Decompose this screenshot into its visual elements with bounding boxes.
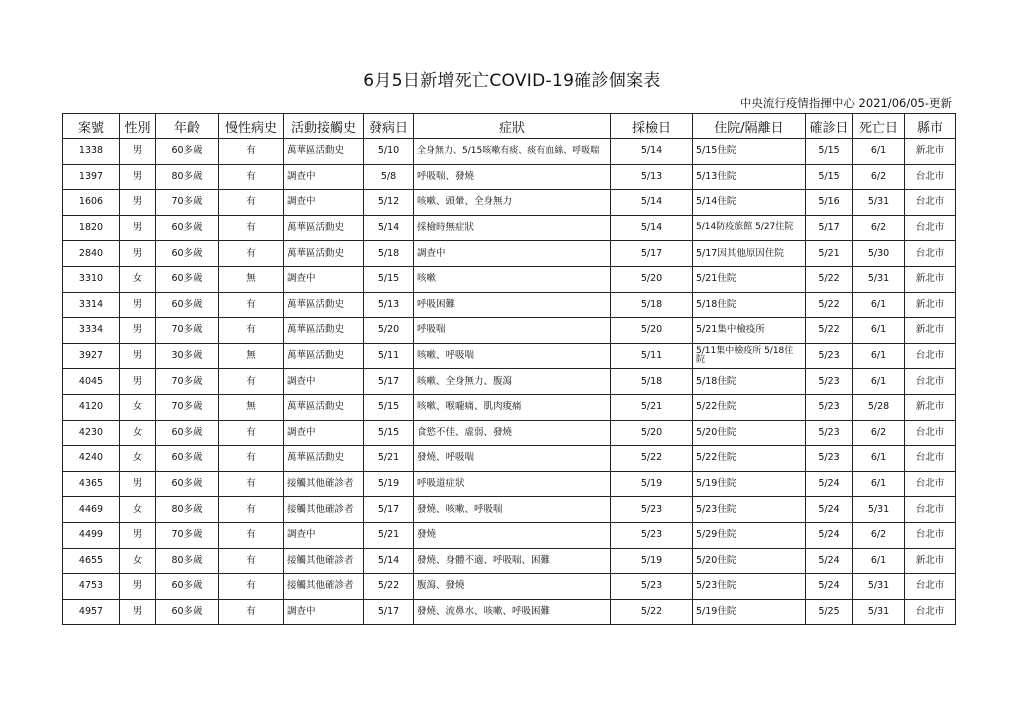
cell-test-date: 5/19 <box>611 471 693 497</box>
column-header-sex: 性別 <box>120 114 156 139</box>
cell-activity-contact: 萬華區活動史 <box>284 215 364 241</box>
cell-city: 新北市 <box>905 548 956 574</box>
cell-age: 60多歲 <box>156 215 219 241</box>
cell-activity-contact: 萬華區活動史 <box>284 343 364 369</box>
header-row <box>63 114 956 139</box>
cell-case-no: 4230 <box>63 420 120 446</box>
table-row <box>63 343 956 369</box>
cell-age: 70多歲 <box>156 369 219 395</box>
cell-case-no: 4469 <box>63 497 120 523</box>
cell-admission-date: 5/22住院 <box>693 446 806 472</box>
cell-onset-date: 5/12 <box>364 190 414 216</box>
column-header-confirm-date: 確診日 <box>806 114 853 139</box>
cell-test-date: 5/19 <box>611 548 693 574</box>
cell-chronic-history: 無 <box>219 343 284 369</box>
cell-case-no: 3314 <box>63 292 120 318</box>
table-row <box>63 471 956 497</box>
cell-test-date: 5/20 <box>611 420 693 446</box>
cell-admission-date: 5/13住院 <box>693 164 806 190</box>
cell-age: 60多歲 <box>156 420 219 446</box>
cell-activity-contact: 萬華區活動史 <box>284 292 364 318</box>
table-row <box>63 139 956 165</box>
cell-confirm-date: 5/22 <box>806 318 853 344</box>
cell-admission-date: 5/19住院 <box>693 599 806 625</box>
cell-city: 台北市 <box>905 215 956 241</box>
cell-symptoms: 呼吸困難 <box>414 292 611 318</box>
cell-admission-date: 5/14住院 <box>693 190 806 216</box>
update-note: 中央流行疫情指揮中心 2021/06/05-更新 <box>739 96 952 110</box>
cell-onset-date: 5/13 <box>364 292 414 318</box>
table-row <box>63 190 956 216</box>
cell-symptoms: 發燒 <box>414 522 611 548</box>
cell-activity-contact: 萬華區活動史 <box>284 241 364 267</box>
cell-confirm-date: 5/22 <box>806 266 853 292</box>
cell-confirm-date: 5/21 <box>806 241 853 267</box>
cell-onset-date: 5/17 <box>364 599 414 625</box>
cell-test-date: 5/23 <box>611 497 693 523</box>
cell-case-no: 1606 <box>63 190 120 216</box>
cell-case-no: 4045 <box>63 369 120 395</box>
cell-chronic-history: 有 <box>219 139 284 165</box>
cell-activity-contact: 調查中 <box>284 599 364 625</box>
cell-onset-date: 5/14 <box>364 215 414 241</box>
cell-test-date: 5/13 <box>611 164 693 190</box>
cell-confirm-date: 5/24 <box>806 522 853 548</box>
cell-sex: 男 <box>120 471 156 497</box>
cell-death-date: 5/30 <box>853 241 905 267</box>
cell-case-no: 4365 <box>63 471 120 497</box>
cell-symptoms: 呼吸喘、發燒 <box>414 164 611 190</box>
cell-confirm-date: 5/15 <box>806 139 853 165</box>
table-row <box>63 446 956 472</box>
cell-symptoms: 咳嗽 <box>414 266 611 292</box>
cell-city: 台北市 <box>905 522 956 548</box>
cell-admission-date: 5/29住院 <box>693 522 806 548</box>
cell-admission-date: 5/15住院 <box>693 139 806 165</box>
cell-confirm-date: 5/23 <box>806 394 853 420</box>
table-row <box>63 574 956 600</box>
cell-admission-date: 5/14防疫旅館 5/27住院 <box>693 215 806 241</box>
cell-chronic-history: 有 <box>219 215 284 241</box>
cell-confirm-date: 5/24 <box>806 574 853 600</box>
cell-symptoms: 咳嗽、全身無力、腹瀉 <box>414 369 611 395</box>
cell-confirm-date: 5/24 <box>806 548 853 574</box>
table-row <box>63 522 956 548</box>
cell-city: 新北市 <box>905 292 956 318</box>
cell-city: 台北市 <box>905 574 956 600</box>
cell-death-date: 6/2 <box>853 522 905 548</box>
cell-city: 新北市 <box>905 318 956 344</box>
cell-sex: 女 <box>120 266 156 292</box>
cell-death-date: 6/2 <box>853 215 905 241</box>
cell-death-date: 6/1 <box>853 343 905 369</box>
column-header-age: 年齡 <box>156 114 219 139</box>
table-row <box>63 215 956 241</box>
cell-city: 新北市 <box>905 266 956 292</box>
cell-sex: 男 <box>120 318 156 344</box>
cell-city: 新北市 <box>905 139 956 165</box>
table-row <box>63 241 956 267</box>
column-header-case-no: 案號 <box>63 114 120 139</box>
cell-chronic-history: 有 <box>219 471 284 497</box>
cell-activity-contact: 萬華區活動史 <box>284 318 364 344</box>
cell-age: 80多歲 <box>156 548 219 574</box>
cell-age: 80多歲 <box>156 164 219 190</box>
cell-sex: 男 <box>120 369 156 395</box>
cell-confirm-date: 5/23 <box>806 420 853 446</box>
cell-death-date: 5/31 <box>853 599 905 625</box>
cell-symptoms: 咳嗽、呼吸喘 <box>414 343 611 369</box>
column-header-chronic-history: 慢性病史 <box>219 114 284 139</box>
cell-death-date: 6/2 <box>853 420 905 446</box>
cell-case-no: 4957 <box>63 599 120 625</box>
table-row <box>63 164 956 190</box>
cell-death-date: 5/31 <box>853 190 905 216</box>
cell-admission-date: 5/19住院 <box>693 471 806 497</box>
cell-test-date: 5/20 <box>611 318 693 344</box>
cell-test-date: 5/11 <box>611 343 693 369</box>
cell-confirm-date: 5/23 <box>806 446 853 472</box>
cell-chronic-history: 有 <box>219 369 284 395</box>
cell-city: 台北市 <box>905 241 956 267</box>
cell-sex: 男 <box>120 599 156 625</box>
cell-test-date: 5/23 <box>611 574 693 600</box>
table-row <box>63 318 956 344</box>
cell-onset-date: 5/18 <box>364 241 414 267</box>
cell-city: 台北市 <box>905 164 956 190</box>
cell-activity-contact: 調查中 <box>284 266 364 292</box>
cell-sex: 男 <box>120 574 156 600</box>
cell-chronic-history: 有 <box>219 420 284 446</box>
cell-death-date: 5/31 <box>853 574 905 600</box>
cell-sex: 女 <box>120 548 156 574</box>
cell-chronic-history: 有 <box>219 241 284 267</box>
document-title: 6月5日新增死亡COVID-19確診個案表 <box>363 71 661 91</box>
column-header-onset-date: 發病日 <box>364 114 414 139</box>
cell-city: 台北市 <box>905 599 956 625</box>
cell-symptoms: 全身無力、5/15咳嗽有痰、痰有血絲、呼吸喘 <box>414 139 611 165</box>
cell-activity-contact: 調查中 <box>284 369 364 395</box>
cell-symptoms: 咳嗽、頭暈、全身無力 <box>414 190 611 216</box>
cell-age: 70多歲 <box>156 522 219 548</box>
cell-activity-contact: 接觸其他確診者 <box>284 574 364 600</box>
cell-activity-contact: 接觸其他確診者 <box>284 471 364 497</box>
cell-admission-date: 5/11集中檢疫所 5/18住院 <box>693 343 806 369</box>
cell-age: 70多歲 <box>156 190 219 216</box>
cell-test-date: 5/14 <box>611 139 693 165</box>
cell-activity-contact: 調查中 <box>284 164 364 190</box>
cell-sex: 男 <box>120 190 156 216</box>
table-row <box>63 394 956 420</box>
cell-onset-date: 5/15 <box>364 266 414 292</box>
cell-activity-contact: 萬華區活動史 <box>284 446 364 472</box>
cell-chronic-history: 有 <box>219 446 284 472</box>
table-row <box>63 599 956 625</box>
cell-sex: 男 <box>120 215 156 241</box>
cell-confirm-date: 5/15 <box>806 164 853 190</box>
cell-age: 60多歲 <box>156 574 219 600</box>
cell-confirm-date: 5/16 <box>806 190 853 216</box>
cell-symptoms: 腹瀉、發燒 <box>414 574 611 600</box>
cell-confirm-date: 5/22 <box>806 292 853 318</box>
cell-chronic-history: 無 <box>219 394 284 420</box>
cell-test-date: 5/14 <box>611 215 693 241</box>
cell-sex: 男 <box>120 241 156 267</box>
cell-death-date: 5/31 <box>853 266 905 292</box>
cell-chronic-history: 有 <box>219 497 284 523</box>
cell-death-date: 6/1 <box>853 292 905 318</box>
cell-chronic-history: 有 <box>219 190 284 216</box>
cell-activity-contact: 接觸其他確診者 <box>284 548 364 574</box>
cell-chronic-history: 有 <box>219 548 284 574</box>
cell-age: 60多歲 <box>156 599 219 625</box>
cell-case-no: 3310 <box>63 266 120 292</box>
cell-age: 60多歲 <box>156 446 219 472</box>
cell-onset-date: 5/19 <box>364 471 414 497</box>
cell-chronic-history: 無 <box>219 266 284 292</box>
cell-onset-date: 5/20 <box>364 318 414 344</box>
cell-symptoms: 發燒、流鼻水、咳嗽、呼吸困難 <box>414 599 611 625</box>
cell-case-no: 2840 <box>63 241 120 267</box>
cell-sex: 男 <box>120 522 156 548</box>
cell-sex: 男 <box>120 139 156 165</box>
table-body <box>63 139 956 625</box>
cell-confirm-date: 5/24 <box>806 497 853 523</box>
cell-city: 台北市 <box>905 420 956 446</box>
table-row <box>63 266 956 292</box>
cell-case-no: 3334 <box>63 318 120 344</box>
cell-chronic-history: 有 <box>219 292 284 318</box>
column-header-test-date: 採檢日 <box>611 114 693 139</box>
cell-activity-contact: 調查中 <box>284 190 364 216</box>
cell-case-no: 4655 <box>63 548 120 574</box>
cell-age: 70多歲 <box>156 394 219 420</box>
cell-death-date: 5/28 <box>853 394 905 420</box>
cell-chronic-history: 有 <box>219 599 284 625</box>
table-row <box>63 420 956 446</box>
cell-city: 台北市 <box>905 446 956 472</box>
cell-symptoms: 食慾不佳、虛弱、發燒 <box>414 420 611 446</box>
cell-admission-date: 5/23住院 <box>693 574 806 600</box>
cell-city: 台北市 <box>905 497 956 523</box>
cell-city: 台北市 <box>905 343 956 369</box>
cell-symptoms: 調查中 <box>414 241 611 267</box>
cell-onset-date: 5/21 <box>364 522 414 548</box>
cell-sex: 男 <box>120 343 156 369</box>
cell-test-date: 5/20 <box>611 266 693 292</box>
cell-onset-date: 5/17 <box>364 497 414 523</box>
cell-age: 80多歲 <box>156 497 219 523</box>
cell-city: 新北市 <box>905 394 956 420</box>
cell-case-no: 1820 <box>63 215 120 241</box>
cell-death-date: 6/1 <box>853 139 905 165</box>
cell-age: 60多歲 <box>156 292 219 318</box>
cell-case-no: 4753 <box>63 574 120 600</box>
cell-activity-contact: 萬華區活動史 <box>284 394 364 420</box>
cell-onset-date: 5/11 <box>364 343 414 369</box>
cell-activity-contact: 接觸其他確診者 <box>284 497 364 523</box>
cell-death-date: 6/1 <box>853 446 905 472</box>
cell-admission-date: 5/20住院 <box>693 548 806 574</box>
cell-test-date: 5/14 <box>611 190 693 216</box>
cell-admission-date: 5/20住院 <box>693 420 806 446</box>
column-header-death-date: 死亡日 <box>853 114 905 139</box>
cell-admission-date: 5/23住院 <box>693 497 806 523</box>
case-table <box>62 113 956 625</box>
cell-test-date: 5/23 <box>611 522 693 548</box>
cell-city: 台北市 <box>905 471 956 497</box>
cell-case-no: 4120 <box>63 394 120 420</box>
cell-sex: 女 <box>120 446 156 472</box>
cell-age: 30多歲 <box>156 343 219 369</box>
cell-death-date: 6/1 <box>853 369 905 395</box>
cell-activity-contact: 調查中 <box>284 522 364 548</box>
cell-admission-date: 5/17因其他原因住院 <box>693 241 806 267</box>
cell-admission-date: 5/18住院 <box>693 292 806 318</box>
cell-admission-date: 5/18住院 <box>693 369 806 395</box>
cell-sex: 女 <box>120 420 156 446</box>
cell-test-date: 5/18 <box>611 369 693 395</box>
cell-symptoms: 發燒、咳嗽、呼吸喘 <box>414 497 611 523</box>
cell-death-date: 6/1 <box>853 318 905 344</box>
cell-test-date: 5/21 <box>611 394 693 420</box>
cell-onset-date: 5/10 <box>364 139 414 165</box>
cell-sex: 男 <box>120 164 156 190</box>
cell-test-date: 5/22 <box>611 446 693 472</box>
cell-symptoms: 採檢時無症狀 <box>414 215 611 241</box>
cell-case-no: 1338 <box>63 139 120 165</box>
cell-confirm-date: 5/17 <box>806 215 853 241</box>
cell-death-date: 5/31 <box>853 497 905 523</box>
cell-sex: 女 <box>120 497 156 523</box>
cell-symptoms: 咳嗽、喉嚨痛、肌肉痠痛 <box>414 394 611 420</box>
cell-case-no: 4240 <box>63 446 120 472</box>
cell-activity-contact: 調查中 <box>284 420 364 446</box>
cell-city: 台北市 <box>905 190 956 216</box>
cell-city: 台北市 <box>905 369 956 395</box>
cell-confirm-date: 5/25 <box>806 599 853 625</box>
cell-death-date: 6/2 <box>853 164 905 190</box>
column-header-symptoms: 症狀 <box>414 114 611 139</box>
cell-sex: 女 <box>120 394 156 420</box>
cell-onset-date: 5/15 <box>364 394 414 420</box>
cell-case-no: 3927 <box>63 343 120 369</box>
cell-age: 70多歲 <box>156 318 219 344</box>
cell-age: 60多歲 <box>156 471 219 497</box>
cell-age: 60多歲 <box>156 241 219 267</box>
cell-symptoms: 發燒、身體不適、呼吸喘、困難 <box>414 548 611 574</box>
cell-onset-date: 5/14 <box>364 548 414 574</box>
cell-admission-date: 5/22住院 <box>693 394 806 420</box>
cell-chronic-history: 有 <box>219 574 284 600</box>
column-header-admission-date: 住院/隔離日 <box>693 114 806 139</box>
cell-death-date: 6/1 <box>853 548 905 574</box>
cell-case-no: 4499 <box>63 522 120 548</box>
cell-case-no: 1397 <box>63 164 120 190</box>
cell-chronic-history: 有 <box>219 164 284 190</box>
cell-confirm-date: 5/23 <box>806 369 853 395</box>
table-row <box>63 369 956 395</box>
cell-test-date: 5/22 <box>611 599 693 625</box>
cell-chronic-history: 有 <box>219 318 284 344</box>
table-row <box>63 548 956 574</box>
cell-onset-date: 5/15 <box>364 420 414 446</box>
table-row <box>63 292 956 318</box>
cell-test-date: 5/18 <box>611 292 693 318</box>
cell-admission-date: 5/21住院 <box>693 266 806 292</box>
cell-symptoms: 呼吸喘 <box>414 318 611 344</box>
cell-onset-date: 5/17 <box>364 369 414 395</box>
cell-sex: 男 <box>120 292 156 318</box>
cell-onset-date: 5/21 <box>364 446 414 472</box>
cell-activity-contact: 萬華區活動史 <box>284 139 364 165</box>
cell-confirm-date: 5/23 <box>806 343 853 369</box>
cell-onset-date: 5/8 <box>364 164 414 190</box>
column-header-activity-contact: 活動接觸史 <box>284 114 364 139</box>
cell-symptoms: 呼吸道症狀 <box>414 471 611 497</box>
cell-age: 60多歲 <box>156 139 219 165</box>
cell-confirm-date: 5/24 <box>806 471 853 497</box>
cell-death-date: 6/1 <box>853 471 905 497</box>
cell-age: 60多歲 <box>156 266 219 292</box>
cell-test-date: 5/17 <box>611 241 693 267</box>
cell-onset-date: 5/22 <box>364 574 414 600</box>
cell-admission-date: 5/21集中檢疫所 <box>693 318 806 344</box>
column-header-city: 縣市 <box>905 114 956 139</box>
table-row <box>63 497 956 523</box>
cell-symptoms: 發燒、呼吸喘 <box>414 446 611 472</box>
cell-chronic-history: 有 <box>219 522 284 548</box>
